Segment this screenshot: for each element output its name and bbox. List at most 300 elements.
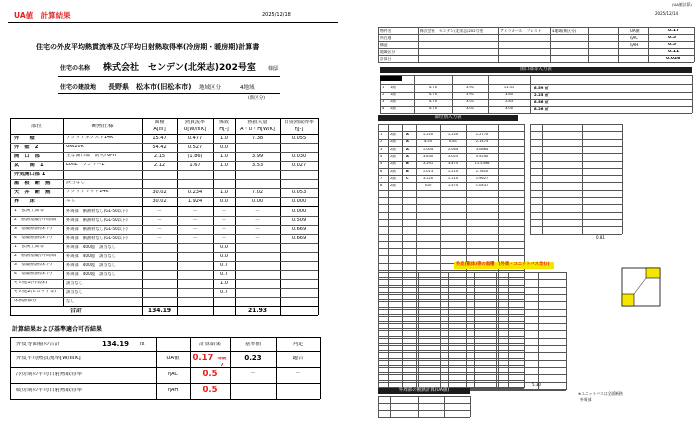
h-value: 1.0: [220, 136, 228, 141]
height: 0.61: [448, 140, 457, 144]
gain: 0.669: [291, 236, 307, 241]
row-no: 1: [380, 133, 383, 136]
openings-table: [380, 75, 692, 113]
spec: 外周部 断熱材なし(GL-50以下): [66, 209, 128, 213]
u-value: 1.924: [187, 199, 203, 204]
value-a: 4.70: [428, 86, 437, 89]
floor: 2階: [390, 154, 396, 158]
results-area-unit: ㎡: [140, 342, 146, 347]
wall-section-bar: [378, 115, 518, 121]
row-no: 3: [380, 147, 383, 151]
th-loss: 熱損失量: [247, 120, 268, 125]
grid-line: [378, 279, 566, 280]
left-header-date: 2025/12/18: [262, 12, 291, 18]
part-name: 外 壁 2: [14, 145, 39, 150]
area: 2.12: [153, 163, 166, 168]
area: 1.9627: [475, 176, 489, 180]
grid-line: [530, 219, 622, 220]
u-value: 1.67: [189, 163, 201, 168]
u-value: －: [192, 227, 198, 232]
rh-label-2: 所在地: [380, 36, 392, 40]
h-value: 0.0: [220, 245, 228, 250]
walls-table-2: [530, 124, 622, 234]
part-name: 4 基礎断熱(床下): [14, 272, 52, 276]
grid-line: [378, 204, 524, 205]
height: 1.210: [447, 176, 459, 180]
grid-line: [378, 323, 566, 324]
kind: C: [406, 176, 409, 180]
kind: A: [406, 140, 409, 144]
grid-line: [378, 287, 566, 288]
location-value: 長野県 松本市(旧松本市): [108, 83, 192, 91]
row-divider: [10, 179, 318, 180]
gain: 0.055: [291, 136, 307, 141]
rh-label-5: 計算日: [380, 57, 392, 61]
results-table: [10, 337, 320, 399]
spec: 外周部 断熱材なし(GL-50以下): [66, 218, 128, 222]
grid-line: [378, 374, 566, 375]
th-gain: 日射熱取得率: [283, 120, 314, 125]
kind: B: [406, 162, 409, 166]
h-value: 1.0: [220, 190, 228, 195]
value-b: 3.91: [465, 86, 474, 89]
row-divider: [10, 152, 318, 153]
grid-line: [378, 212, 524, 213]
row-no: 8: [380, 184, 383, 188]
row-divider: [10, 188, 318, 189]
grid-line: [378, 248, 524, 249]
h-value: －: [221, 236, 227, 241]
width: 510: [424, 184, 432, 188]
bottom-section-bar: [378, 388, 470, 394]
h-value: －: [221, 209, 227, 214]
floor: 2階: [390, 176, 396, 180]
total: 8.59 ㎡: [534, 86, 549, 90]
gain: 0.027: [291, 163, 307, 168]
kpi-value-5: 0.026: [666, 57, 681, 61]
value-c: 3.85: [504, 93, 513, 96]
th-u-unit: U[W/㎡K]: [183, 127, 207, 132]
value-a: 4.70: [428, 93, 437, 96]
main-table: [10, 118, 318, 315]
row-no: 3: [382, 100, 385, 103]
grid-line: [378, 352, 566, 353]
row-no: 2: [380, 140, 383, 144]
bottom-table: [378, 396, 470, 418]
width: 4.55: [423, 140, 432, 144]
th-gain-unit: η[-]: [294, 127, 304, 132]
area: 11.5398: [474, 162, 490, 166]
area: 2.1475: [475, 140, 489, 144]
row-divider: [10, 288, 318, 289]
left-header-title: UA値 計算結果: [14, 11, 71, 20]
grid-line: [530, 204, 622, 205]
u-value: 0.477: [187, 136, 203, 141]
grid-line: [530, 139, 622, 140]
part-name: 外 壁: [14, 136, 35, 141]
row-no: 4: [380, 154, 383, 158]
red-section-title: 外皮(躯体)等の面積 (外周・ユニットバス含む): [456, 262, 550, 267]
grid-line: [378, 301, 566, 302]
loss: －: [254, 227, 260, 232]
bottom-total: 5.30: [532, 382, 541, 387]
width: 1.220: [422, 133, 434, 136]
grid-line: [530, 190, 622, 191]
floor: 2階: [390, 162, 396, 166]
grid-line: [378, 270, 524, 271]
gain: 0.669: [291, 227, 307, 232]
grid-line: [530, 153, 622, 154]
kpi-label-2: ηAC: [630, 36, 638, 40]
row-divider: [10, 197, 318, 198]
doc-title: 住宅の外皮平均熱貫流率及び平均日射熱取得率(冷房期・暖房期)計算書: [36, 43, 260, 51]
spec: なし: [66, 299, 75, 303]
open-section-bar: [380, 67, 692, 73]
grid-line: [378, 338, 566, 339]
grid-line: [378, 316, 566, 317]
loss: 3.99: [251, 154, 264, 159]
height: 3.025: [447, 154, 459, 158]
th-spec: 断熱仕様: [91, 124, 114, 129]
width: 1.004: [422, 147, 434, 151]
row-divider: [10, 216, 318, 217]
rh-label-1: 物件名: [380, 29, 392, 33]
spec: 該当なし: [66, 181, 86, 185]
floor: 2階: [390, 169, 396, 173]
row-divider: [10, 261, 318, 262]
row-divider: [10, 234, 318, 235]
grid-line: [378, 294, 566, 295]
wall-section-title: 部位別入力表: [434, 115, 462, 120]
right-page: [372, 0, 700, 432]
gain: 0.030: [291, 154, 307, 159]
height: 1.570: [447, 184, 459, 188]
row-no: 2: [382, 93, 385, 96]
results-title: 計算結果および基準適合可否結果: [12, 326, 103, 333]
width: 3.291: [422, 162, 434, 166]
building-name: 株式会社 センデン(北栄志)202号室: [103, 63, 256, 73]
grid-line: [530, 182, 622, 183]
row-divider: [10, 270, 318, 271]
u-value: －: [192, 236, 198, 241]
results-col-judge: 判定: [292, 342, 304, 347]
value-c: 11.31: [503, 86, 515, 89]
area: 2.15: [153, 154, 166, 159]
height: 1.210: [447, 169, 459, 173]
grid-line: [530, 146, 622, 147]
rh-label-4: 地域区分: [380, 50, 396, 54]
results-area-value: 134.19: [102, 341, 130, 348]
height: 1.220: [447, 133, 459, 136]
h-value: －: [221, 218, 227, 223]
result-row-1-std: 0.23: [244, 355, 262, 362]
area: 1.7610: [475, 169, 489, 173]
spec: LIXIL ランマーE: [66, 163, 105, 167]
result-row-2-label: 冷房期の平均日射熱取得率: [16, 372, 83, 377]
ext-table: [378, 272, 566, 390]
total: 8.56 ㎡: [534, 100, 549, 104]
h-value: 0.0: [220, 254, 228, 259]
row-no: 6: [380, 169, 383, 173]
result-row-3-sym: ηAH: [167, 388, 179, 393]
grid-line: [378, 367, 566, 368]
grade-value: 7: [220, 363, 224, 368]
value-b: 3.01: [465, 100, 474, 103]
spec: 外周部 400超 該当なし: [66, 254, 116, 258]
bottom-note-2: 外周部: [580, 397, 592, 402]
kpi-label-3: ηAH: [630, 43, 639, 47]
h-value: 1.0: [220, 281, 228, 286]
rh-value-2: アミラメール プレスト: [500, 29, 542, 33]
h-value: 1.0: [220, 154, 228, 159]
result-row-1-sym: UA値: [166, 356, 180, 361]
open-section-title: 開口部等入力表: [520, 67, 552, 72]
total-label: 合計: [69, 308, 82, 314]
part-name: 屋 根 断 熱: [14, 181, 51, 186]
rh-label-3: 構造: [380, 43, 388, 47]
width: 1.013: [422, 169, 434, 173]
bottom-note: ※ユニットバスは全面断熱: [578, 391, 623, 396]
result-row-2-value: 0.5: [202, 370, 218, 379]
total-loss: 21.93: [248, 308, 267, 314]
grid-line: [378, 226, 524, 227]
area: －: [156, 227, 162, 232]
loss: －: [254, 209, 260, 214]
result-row-1-judge: 適合: [292, 356, 304, 361]
row-divider: [10, 279, 318, 280]
part-name: 1 玄関土間等: [14, 245, 44, 249]
h-value: 0.7: [220, 290, 228, 295]
right-corner-note: (UA値計算): [672, 2, 692, 7]
height: 3.475: [447, 162, 459, 166]
kpi-value-3: 0.5: [668, 43, 676, 47]
gain: 0.053: [291, 190, 307, 195]
gain: 0.509: [291, 218, 307, 223]
right-header-block: [378, 27, 694, 65]
area: 30.02: [152, 190, 167, 195]
part-name: 1 玄関土間等: [14, 209, 44, 213]
floor: 2階: [390, 107, 396, 110]
row-divider: [380, 113, 692, 114]
value-b: 3.01: [465, 107, 474, 110]
area: 1.2770: [475, 133, 489, 136]
floor: 1階: [390, 93, 396, 96]
h-value: －: [221, 227, 227, 232]
spec: 外周部 400超 該当なし: [66, 245, 116, 249]
spec: 該当なし: [66, 281, 83, 285]
area: 1.0437: [475, 184, 489, 188]
results-col-calc: 計算結果: [198, 342, 221, 347]
result-row-1-label: 外皮平均熱貫流率[W/㎡K]: [16, 356, 81, 361]
row-divider: [10, 161, 318, 162]
h-value: 1.0: [220, 163, 228, 168]
grid-line: [378, 309, 566, 310]
kpi-label-1: UA値: [630, 29, 640, 33]
width: 3.630: [422, 154, 434, 158]
value-a: 4.70: [428, 100, 437, 103]
kpi-value-1: 0.17: [668, 29, 680, 33]
row-divider: [10, 170, 318, 171]
floor: 2階: [390, 100, 396, 103]
th-loss-unit: A・U・H[W/K]: [240, 127, 275, 132]
th-part: 部位: [30, 124, 42, 129]
part-name: 玄 関 1: [14, 163, 44, 168]
floor: 1階: [390, 86, 396, 89]
area: －: [156, 218, 162, 223]
part-name: 3 基礎断熱(床下): [14, 263, 52, 267]
result-row-2-std: －: [250, 372, 256, 377]
right-date: 2025/12/14: [655, 11, 679, 16]
grid-line: [378, 234, 524, 235]
grid-line: [530, 197, 622, 198]
row-no: 1: [382, 86, 385, 89]
grid-line: [378, 190, 524, 191]
width: 3.220: [422, 176, 434, 180]
spec: 外周部 400超 該当なし: [66, 272, 116, 276]
value-a: 4.70: [428, 107, 437, 110]
kind: A: [406, 147, 409, 151]
loss: 7.38: [251, 136, 264, 141]
building-label: 住宅の名称: [60, 65, 91, 72]
floor: 2階: [390, 133, 396, 136]
spec: アクリアマット14K: [66, 190, 109, 194]
region-label: 地域区分: [199, 85, 222, 91]
row-no: 4: [382, 107, 385, 110]
height: 2.044: [447, 147, 459, 151]
part-name: 2 断熱基礎(外周部): [14, 254, 57, 258]
spec: 該当なし: [66, 290, 83, 294]
area: －: [156, 209, 162, 214]
rh-value-1: 株式会社 センデン(北栄志)202号室: [420, 29, 484, 33]
grid-line: [530, 131, 622, 132]
value-b: 3.91: [465, 93, 474, 96]
row-divider: [10, 225, 318, 226]
h-value: 0.7: [220, 263, 228, 268]
results-col-std: 基準値: [244, 342, 262, 347]
spec: GW20K: [66, 145, 84, 149]
gain: 0.000: [291, 209, 307, 214]
row-divider: [10, 297, 318, 298]
th-h-unit: H[-]: [219, 127, 229, 132]
rh-value-3: 4地域(新区分): [552, 29, 577, 33]
area: 54.42: [152, 145, 167, 150]
part-name: 床断熱部分: [14, 299, 37, 303]
area: 15.47: [152, 136, 167, 141]
bottom-section-title: 外周部の断熱計算(UA値): [398, 388, 450, 393]
result-row-1-value: 0.17: [192, 354, 214, 363]
value-c: 2.83: [504, 100, 513, 103]
grid-line: [530, 161, 622, 162]
spec: 主な開口部 防火FG-H: [66, 154, 117, 158]
result-row-2-sym: ηAC: [168, 372, 178, 377]
grid-line: [530, 234, 622, 235]
part-name: 4 基礎断熱(床下): [14, 236, 52, 240]
area: 3.0664: [475, 147, 489, 151]
kind: A: [406, 133, 409, 136]
floor-plan: [616, 264, 666, 312]
spec: 外周部 断熱材なし(GL-50以下): [66, 236, 128, 240]
part-name: その他2(ピロティ等): [14, 290, 57, 294]
grid-line: [530, 212, 622, 213]
spec: 外周部 断熱材なし(GL-50以下): [66, 227, 128, 231]
th-area: 面積: [154, 120, 165, 125]
row-no: 7: [380, 176, 383, 180]
left-page: [0, 0, 340, 432]
gain: 0.000: [291, 199, 307, 204]
building-suffix: 様邸: [268, 66, 279, 72]
u-value: (1.86): [187, 154, 203, 159]
row-divider: [10, 243, 318, 244]
spec: アクリアネクスト14K: [66, 136, 114, 140]
u-value: 0.234: [187, 190, 203, 195]
grid-line: [378, 345, 566, 346]
th-u: 熱貫流率: [184, 120, 205, 125]
part-name: 天 井 断 熱: [14, 190, 51, 195]
part-name: 3 基礎断熱(床下): [14, 227, 52, 231]
part-name: その他1(外気床): [14, 281, 48, 285]
value-c: 3.00: [504, 107, 513, 110]
grid-line: [530, 175, 622, 176]
row-divider: [10, 143, 318, 144]
grade-label: 等級: [217, 357, 227, 361]
floor: 2階: [390, 147, 396, 151]
grid-line: [378, 241, 524, 242]
u-value: 0.527: [187, 145, 203, 150]
area: －: [156, 236, 162, 241]
region-value: 4地域: [240, 85, 255, 91]
grid-line: [530, 226, 622, 227]
area: 30.02: [152, 199, 167, 204]
loss: 7.02: [251, 190, 264, 195]
grid-line: [530, 168, 622, 169]
location-label: 住宅の建設地: [60, 84, 97, 91]
kind: B: [406, 169, 409, 173]
part-name: 界 床: [14, 199, 35, 204]
floor: 2階: [390, 184, 396, 188]
h-value: 0.7: [220, 272, 228, 277]
th-area-unit: A[㎡]: [153, 127, 166, 132]
h-value: 0.0: [220, 199, 228, 204]
total-area: 134.19: [147, 308, 172, 314]
spec: なし: [66, 199, 76, 203]
grid-line: [378, 197, 524, 198]
u-value: －: [192, 218, 198, 223]
mid-total: 0.81: [596, 235, 605, 240]
u-value: －: [192, 209, 198, 214]
th-h: 係数: [218, 120, 229, 125]
grid-line: [378, 219, 524, 220]
part-name: 開 口 部: [14, 154, 40, 159]
row-divider: [10, 252, 318, 253]
result-row-3-label: 暖房期の平均日射熱取得率: [16, 388, 83, 393]
loss: －: [254, 236, 260, 241]
kpi-value-2: 0.5: [668, 36, 676, 40]
result-row-2-judge: －: [295, 372, 301, 377]
grid-line: [378, 255, 524, 256]
kind: A: [406, 154, 409, 158]
result-row-3-value: 0.5: [202, 386, 218, 395]
row-no: 5: [380, 162, 383, 166]
part-name: 2 断熱基礎(外周部): [14, 218, 57, 222]
loss: －: [254, 218, 260, 223]
loss: 3.53: [251, 163, 264, 168]
spec: 外周部 400超 該当なし: [66, 263, 116, 267]
part-name: 外気開口部 1: [14, 172, 46, 177]
floor: 2階: [390, 140, 396, 144]
grid-line: [378, 330, 566, 331]
grid-line: [378, 360, 566, 361]
results-area-label: 外皮等面積の合計: [16, 342, 61, 347]
